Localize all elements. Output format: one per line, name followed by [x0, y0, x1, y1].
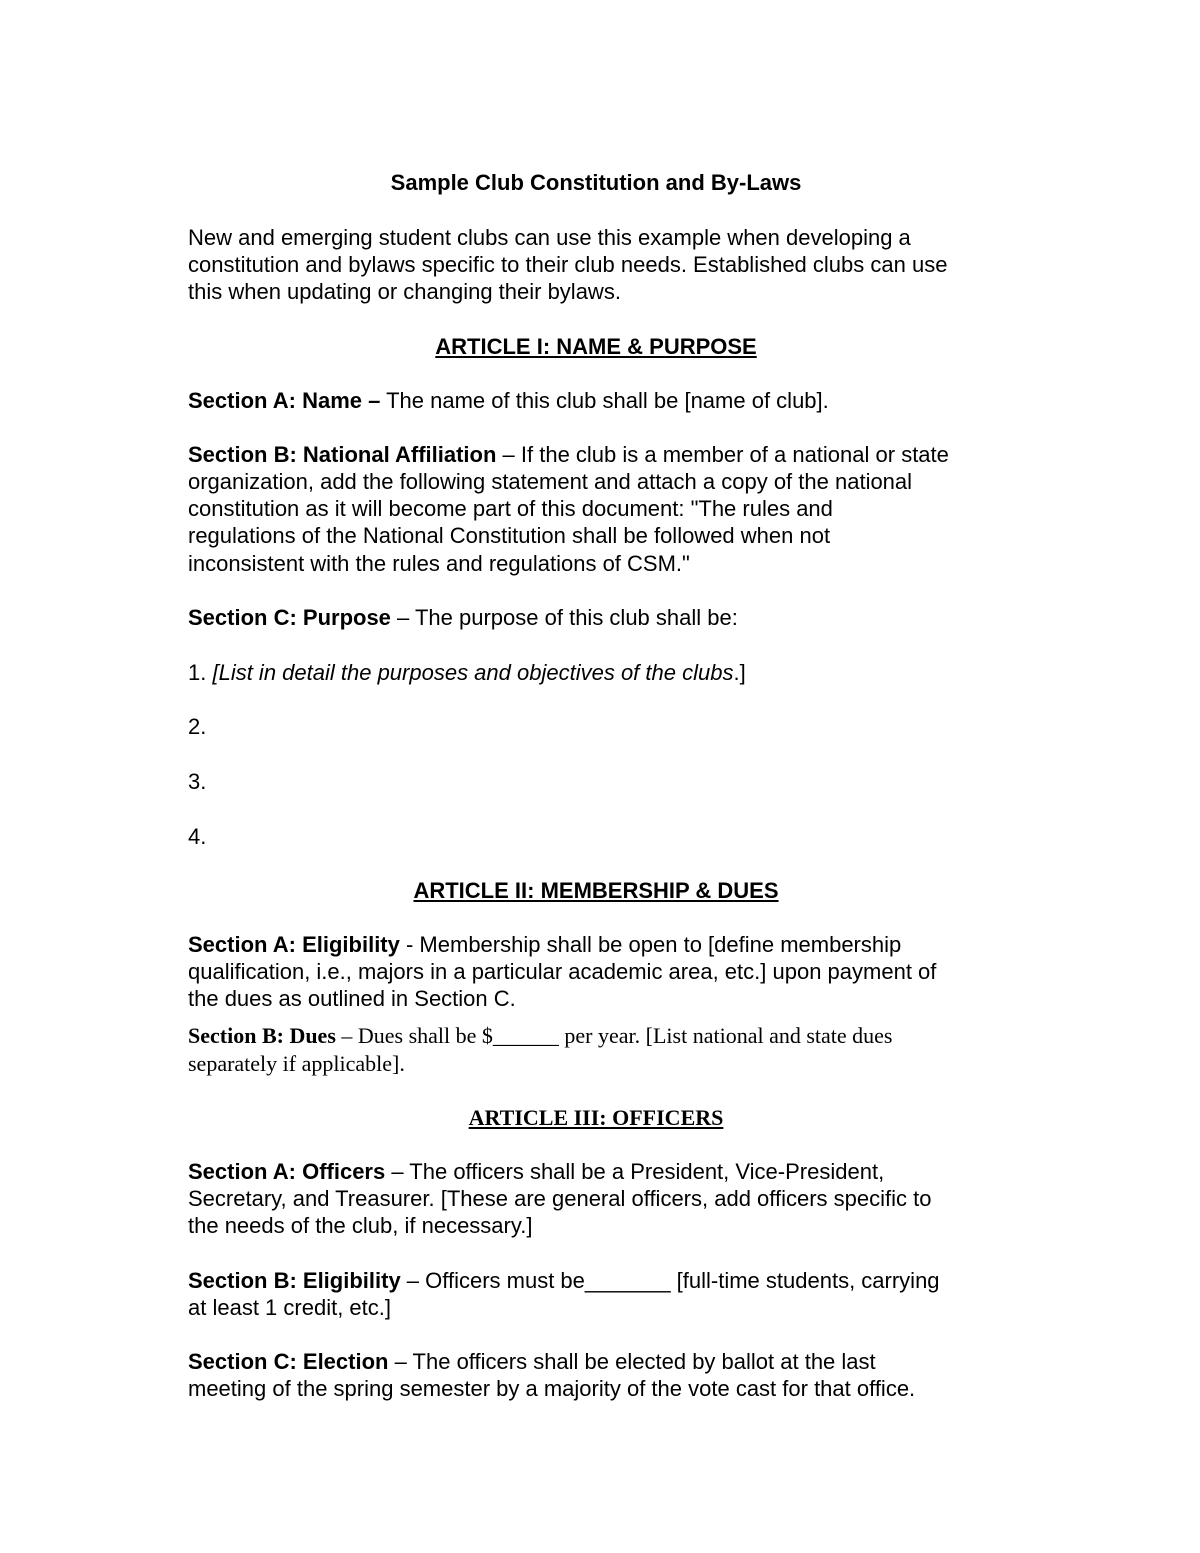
section-text: – The purpose of this club shall be: [390, 605, 738, 630]
section-text-line: inconsistent with the rules and regulations of CSM." [188, 551, 690, 576]
section-label: Section B: Dues [188, 1023, 336, 1048]
article-2-section-a [188, 931, 1018, 958]
section-text-line: the dues as outlined in Section C. [188, 986, 516, 1011]
item-text: [List in detail the purposes and objectives of the clubs [212, 660, 734, 685]
section-label: Section A: Officers [188, 1159, 386, 1184]
section-text-line: regulations of the National Constitution shall be followed when not [188, 523, 831, 548]
section-text-line: meeting of the spring semester by a majority of the vote cast for that office. [188, 1376, 916, 1401]
section-label: Section A: Name – [188, 388, 381, 413]
section-text-line: constitution as it will become part of this document: "The rules and [188, 496, 833, 521]
section-label: Section C: Election [188, 1349, 389, 1374]
section-label: Section B: Eligibility [188, 1268, 401, 1293]
article-3-heading: ARTICLE III: OFFICERS [468, 1105, 724, 1130]
article-3-section-c [188, 1348, 1018, 1375]
intro-line: this when updating or changing their bylaws. [188, 279, 621, 304]
section-text-line: qualification, i.e., majors in a particular academic area, etc.] upon payment of [188, 959, 937, 984]
article-3-section-b [188, 1267, 1018, 1294]
article-1-heading: ARTICLE I: NAME & PURPOSE [435, 334, 757, 359]
intro-line: constitution and bylaws specific to their club needs. Established clubs can use [188, 252, 948, 277]
item-end: .] [733, 660, 746, 685]
section-text: – The officers shall be a President, Vice-President, [385, 1159, 885, 1184]
intro-line: New and emerging student clubs can use this example when developing a [188, 225, 911, 250]
article-3-section-a [188, 1158, 1018, 1185]
article-1-section-c [188, 604, 1018, 631]
section-text-line: organization, add the following statement and attach a copy of the national [188, 469, 913, 494]
article-2-section-b [188, 1022, 1018, 1049]
section-text: - Membership shall be open to [define membership [399, 932, 902, 957]
purpose-item-3: 3. [188, 769, 207, 794]
article-2-heading: ARTICLE II: MEMBERSHIP & DUES [413, 878, 779, 903]
item-number: 1. [188, 660, 213, 685]
section-text: – Dues shall be $______ per year. [List national and state dues [335, 1023, 893, 1048]
section-text-line: at least 1 credit, etc.] [188, 1295, 391, 1320]
section-text-line: separately if applicable]. [188, 1051, 405, 1076]
section-text: – If the club is a member of a national or state [496, 442, 949, 467]
section-text-line: the needs of the club, if necessary.] [188, 1213, 533, 1238]
page-title: Sample Club Constitution and By-Laws [390, 170, 802, 195]
section-label: Section A: Eligibility [188, 932, 400, 957]
section-text: – The officers shall be elected by ballot at the last [388, 1349, 876, 1374]
article-1-section-a [188, 387, 1018, 414]
article-1-section-b [188, 441, 1018, 468]
section-label: Section C: Purpose [188, 605, 391, 630]
section-text-line: Secretary, and Treasurer. [These are general officers, add officers specific to [188, 1186, 932, 1211]
purpose-item-2: 2. [188, 714, 207, 739]
section-text: The name of this club shall be [name of club]. [380, 388, 829, 413]
purpose-item-4: 4. [188, 824, 207, 849]
purpose-item-1 [188, 659, 1018, 686]
section-label: Section B: National Affiliation [188, 442, 497, 467]
section-text: – Officers must be_______ [full-time students, carrying [400, 1268, 940, 1293]
